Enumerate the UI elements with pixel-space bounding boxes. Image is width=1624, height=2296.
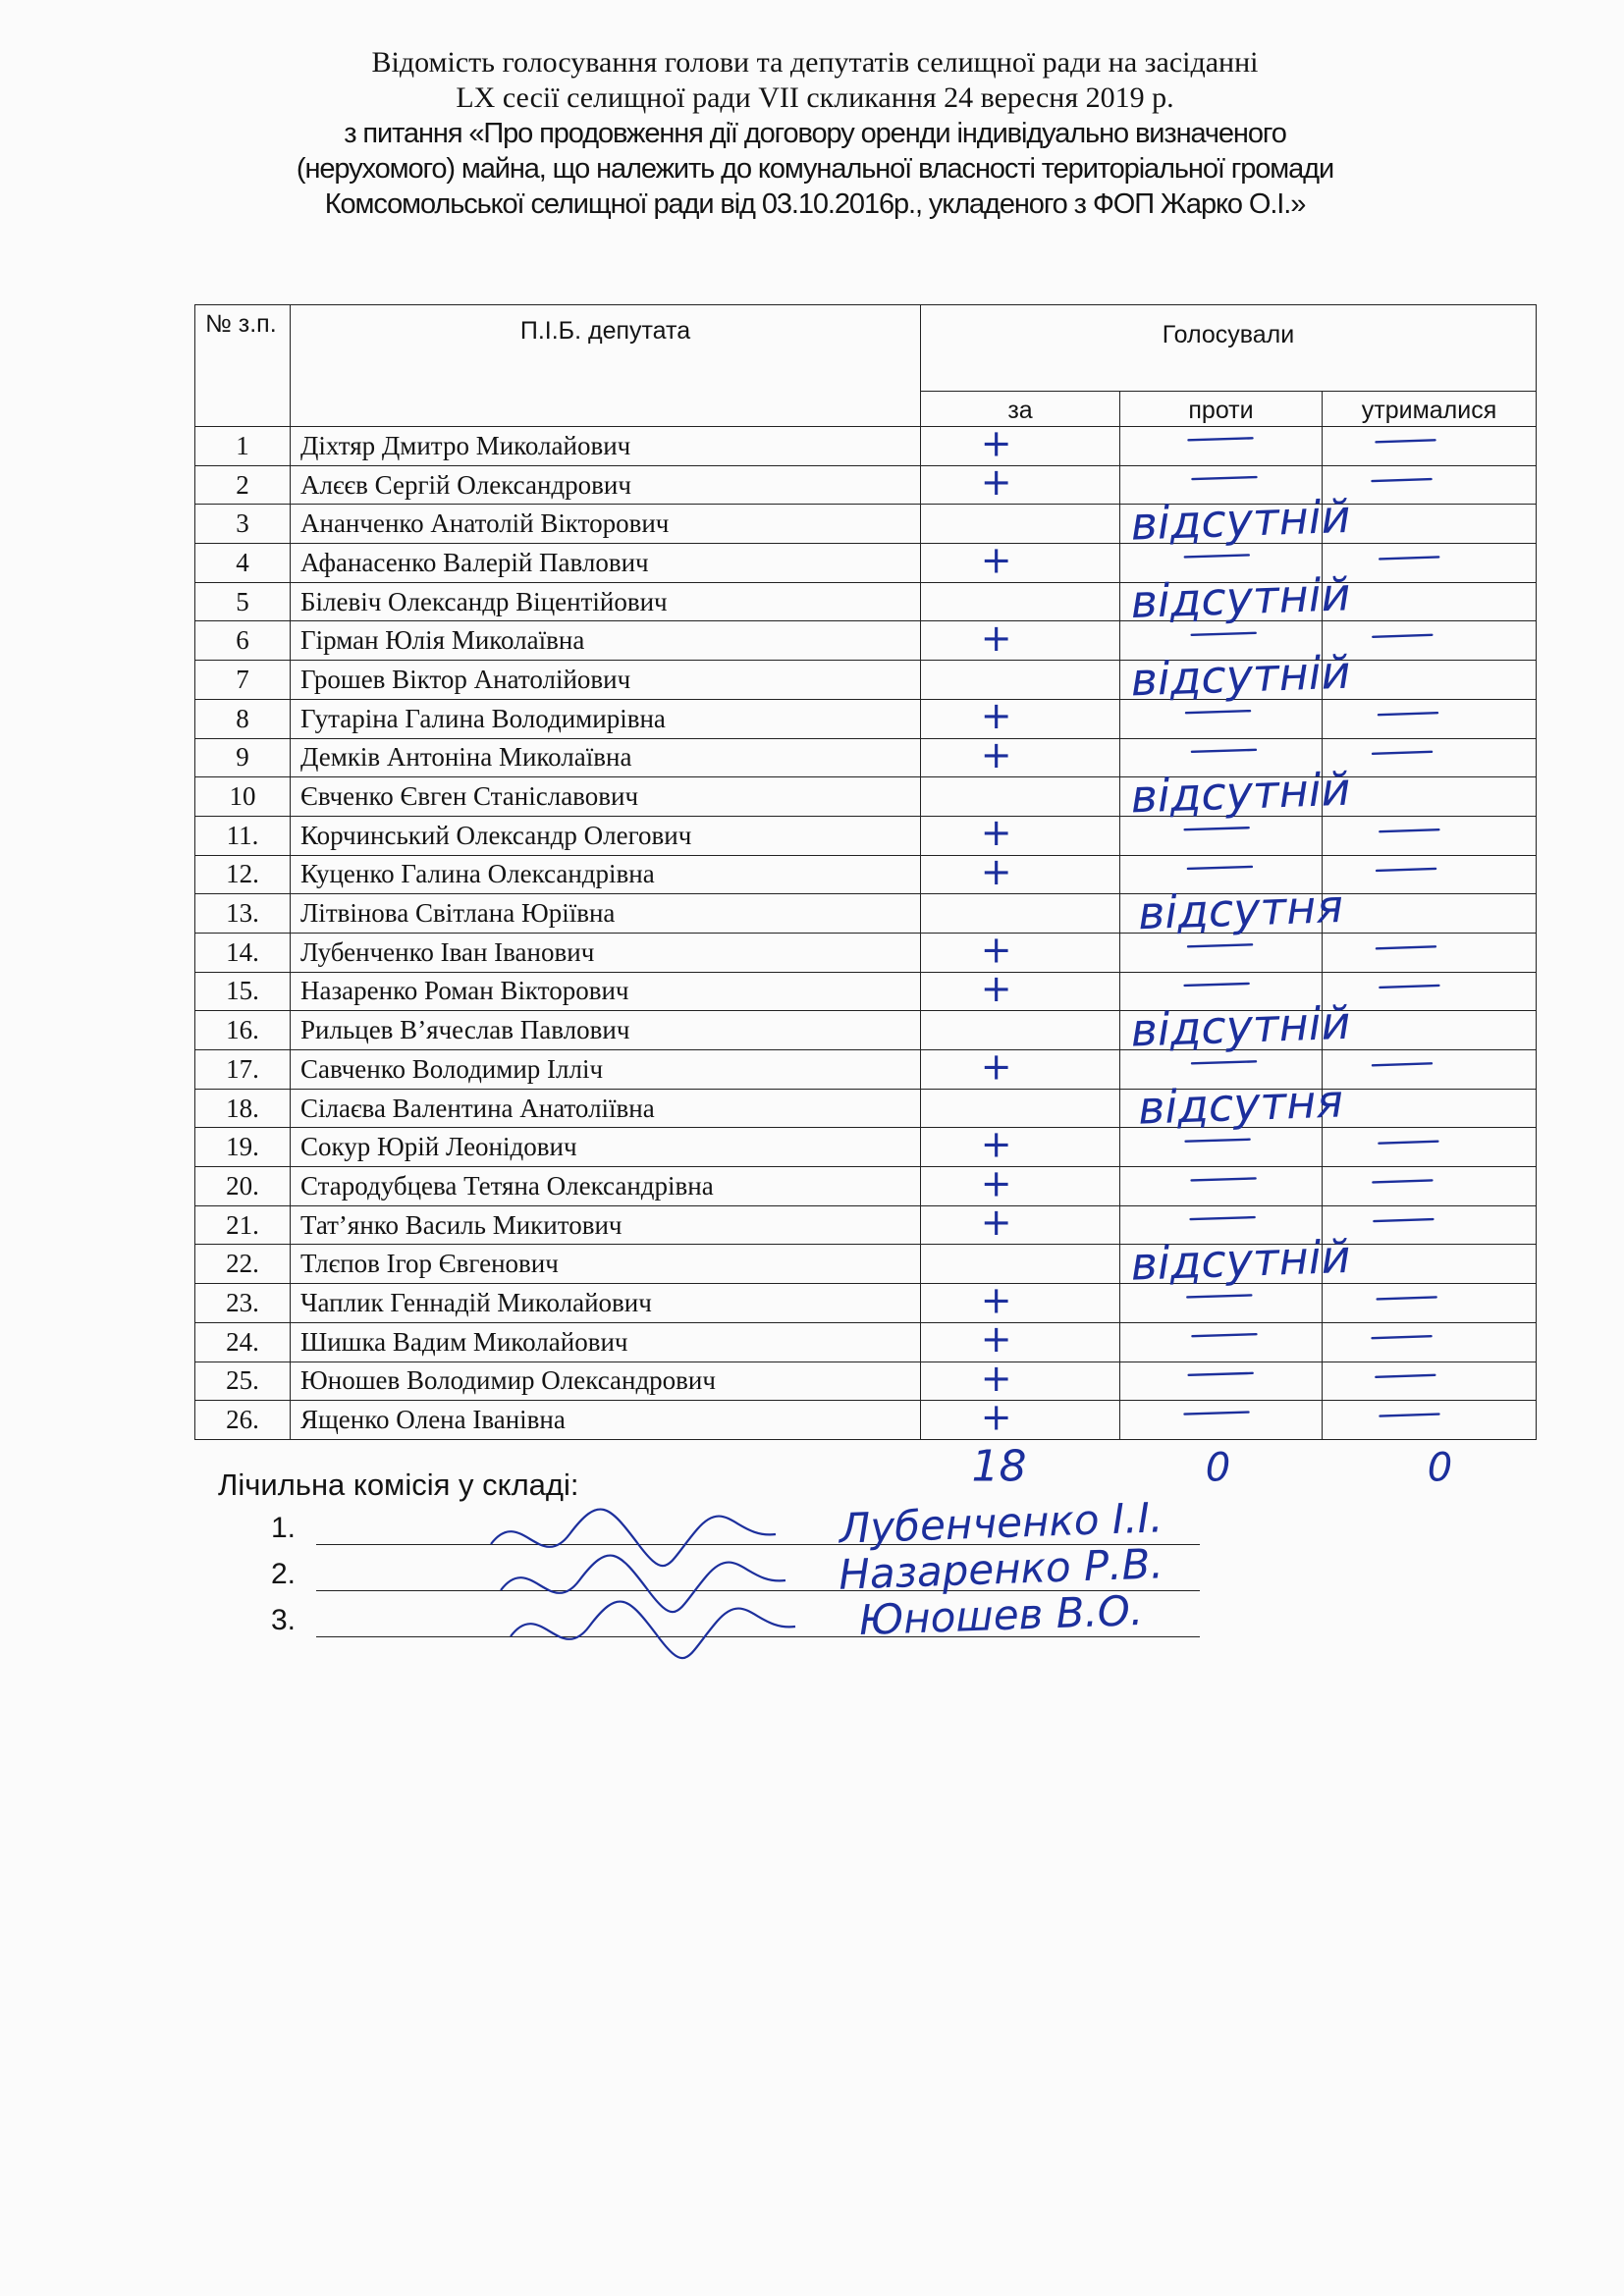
deputy-name: Савченко Володимир Ілліч [291, 1050, 921, 1090]
title-line-5: Комсомольської селищної ради від 03.10.2016р., укладеного з ФОП Жарко О.І.» [324, 188, 1306, 220]
row-number: 11. [195, 816, 291, 855]
against-dash-mark [1188, 944, 1252, 946]
abstain-dash-mark [1380, 1415, 1438, 1416]
row-number: 1 [195, 427, 291, 466]
abstain-dash-mark [1373, 1180, 1432, 1182]
deputy-name: Лубенченко Іван Іванович [291, 933, 921, 972]
vote-plus-mark: + [980, 615, 1012, 660]
title-line-4: (нерухомого) майна, що належить до комунальної власності територіальної громади [296, 153, 1334, 185]
deputy-name: Демків Антоніна Миколаївна [291, 738, 921, 777]
row-number: 17. [195, 1050, 291, 1090]
abstain-dash-mark [1379, 713, 1437, 715]
against-dash-mark [1187, 1295, 1251, 1297]
against-dash-mark [1186, 711, 1250, 713]
row-number: 15. [195, 972, 291, 1011]
commission-title: Лічильна комісія у складі: [218, 1468, 579, 1502]
abstain-dash-mark [1377, 869, 1435, 871]
absent-note: відсутній [1129, 489, 1352, 551]
row-number: 23. [195, 1284, 291, 1323]
header-number: № з.п. [195, 305, 291, 427]
row-number: 8 [195, 699, 291, 738]
against-dash-mark [1185, 1413, 1249, 1415]
row-number: 13. [195, 894, 291, 934]
header-against: проти [1120, 392, 1323, 427]
header-voted: Голосували [921, 305, 1537, 392]
row-number: 4 [195, 544, 291, 583]
against-dash-mark [1188, 867, 1252, 869]
deputy-name: Стародубцева Тетяна Олександрівна [291, 1167, 921, 1206]
deputy-name: Діхтяр Дмитро Миколайович [291, 427, 921, 466]
vote-plus-mark: + [980, 694, 1012, 738]
vote-plus-mark: + [980, 1395, 1012, 1439]
abstain-dash-mark [1373, 1336, 1432, 1338]
title-line-1: Відомість голосування голови та депутатів селищної ради на засіданні [371, 46, 1259, 79]
row-number: 26. [195, 1401, 291, 1440]
row-number: 21. [195, 1205, 291, 1245]
abstain-dash-mark [1380, 557, 1438, 559]
vote-plus-mark: + [980, 811, 1012, 855]
against-dash-mark [1191, 1217, 1255, 1219]
total-abstain: 0 [1427, 1445, 1453, 1491]
deputy-name: Білевіч Олександр Віцентійович [291, 582, 921, 621]
vote-plus-mark: + [980, 538, 1012, 582]
deputy-name: Тлєпов Ігор Євгенович [291, 1245, 921, 1284]
deputy-name: Гірман Юлія Миколаївна [291, 621, 921, 661]
row-number: 2 [195, 465, 291, 505]
deputy-name: Ананченко Анатолій Вікторович [291, 505, 921, 544]
row-number: 16. [195, 1011, 291, 1050]
header-for: за [921, 392, 1120, 427]
commission-item-2: 2. [271, 1558, 297, 1590]
absent-note: відсутній [1129, 645, 1352, 707]
row-number: 12. [195, 855, 291, 894]
row-number: 24. [195, 1322, 291, 1362]
against-dash-mark [1185, 984, 1249, 986]
abstain-dash-mark [1373, 1063, 1432, 1065]
row-number: 9 [195, 738, 291, 777]
abstain-dash-mark [1373, 479, 1432, 481]
commission-item-1: 1. [271, 1512, 297, 1544]
abstain-dash-mark [1373, 752, 1432, 754]
deputy-name: Куценко Галина Олександрівна [291, 855, 921, 894]
deputy-name: Тат’янко Василь Микитович [291, 1205, 921, 1245]
abstain-dash-mark [1374, 1219, 1433, 1221]
against-dash-mark [1192, 1334, 1256, 1336]
deputy-name: Ященко Олена Іванівна [291, 1401, 921, 1440]
total-against: 0 [1205, 1445, 1231, 1491]
abstain-dash-mark [1376, 1375, 1435, 1377]
against-dash-mark [1189, 438, 1253, 440]
vote-plus-mark: + [980, 1201, 1012, 1245]
deputy-name: Афанасенко Валерій Павлович [291, 544, 921, 583]
abstain-dash-mark [1373, 635, 1432, 637]
deputy-name: Літвінова Світлана Юріївна [291, 894, 921, 934]
abstain-dash-mark [1377, 946, 1435, 948]
deputy-name: Грошев Віктор Анатолійович [291, 661, 921, 700]
absent-note: відсутній [1129, 995, 1352, 1057]
deputy-name: Гутаріна Галина Володимирівна [291, 699, 921, 738]
header-name: П.І.Б. депутата [291, 305, 921, 427]
deputy-name: Корчинський Олександр Олегович [291, 816, 921, 855]
against-dash-mark [1192, 633, 1256, 635]
against-dash-mark [1192, 477, 1256, 479]
abstain-dash-mark [1377, 440, 1435, 442]
against-dash-mark [1185, 555, 1249, 557]
total-for: 18 [971, 1441, 1027, 1492]
vote-plus-mark: + [980, 421, 1012, 465]
header-abstain: утрималися [1323, 392, 1537, 427]
vote-plus-mark: + [980, 1317, 1012, 1362]
row-number: 7 [195, 661, 291, 700]
against-dash-mark [1185, 828, 1249, 829]
deputy-name: Алєєв Сергій Олександрович [291, 465, 921, 505]
vote-plus-mark: + [980, 1044, 1012, 1089]
vote-plus-mark: + [980, 1161, 1012, 1205]
row-number: 14. [195, 933, 291, 972]
vote-plus-mark: + [980, 1278, 1012, 1322]
vote-plus-mark: + [980, 1356, 1012, 1400]
absent-note: відсутня [1137, 1074, 1344, 1135]
signer-name: Лубенченко І.І. [838, 1493, 1164, 1553]
vote-plus-mark: + [980, 849, 1012, 893]
abstain-dash-mark [1380, 829, 1438, 831]
deputy-name: Шишка Вадим Миколайович [291, 1322, 921, 1362]
deputy-name: Юношев Володимир Олександрович [291, 1362, 921, 1401]
row-number: 19. [195, 1128, 291, 1167]
row-number: 10 [195, 777, 291, 817]
against-dash-mark [1192, 1061, 1256, 1063]
row-number: 25. [195, 1362, 291, 1401]
signer-name: Назаренко Р.В. [838, 1539, 1164, 1599]
absent-note: відсутній [1129, 762, 1352, 824]
title-line-2: LX сесії селищної ради VII скликання 24 вересня 2019 р. [456, 81, 1174, 114]
abstain-dash-mark [1378, 1297, 1436, 1299]
row-number: 18. [195, 1089, 291, 1128]
vote-plus-mark: + [980, 966, 1012, 1010]
signer-name: Юношев В.О. [858, 1585, 1144, 1645]
abstain-dash-mark [1380, 986, 1438, 988]
signature-scribble [501, 1556, 785, 1613]
against-dash-mark [1192, 1178, 1256, 1180]
vote-plus-mark: + [980, 1122, 1012, 1166]
deputy-name: Рильцев В’ячеслав Павлович [291, 1011, 921, 1050]
row-number: 5 [195, 582, 291, 621]
row-number: 20. [195, 1167, 291, 1206]
deputy-name: Чаплик Геннадій Миколайович [291, 1284, 921, 1323]
signature-scribble [511, 1602, 795, 1659]
absent-note: відсутня [1137, 879, 1344, 940]
against-dash-mark [1192, 750, 1256, 752]
commission-item-3: 3. [271, 1604, 297, 1636]
abstain-dash-mark [1379, 1142, 1437, 1144]
row-number: 22. [195, 1245, 291, 1284]
vote-plus-mark: + [980, 928, 1012, 972]
signature-scribble [491, 1510, 776, 1567]
absent-note: відсутній [1129, 567, 1352, 628]
vote-plus-mark: + [980, 732, 1012, 776]
deputy-name: Назаренко Роман Вікторович [291, 972, 921, 1011]
deputy-name: Сілаєва Валентина Анатоліївна [291, 1089, 921, 1128]
absent-note: відсутній [1129, 1229, 1352, 1291]
row-number: 6 [195, 621, 291, 661]
row-number: 3 [195, 505, 291, 544]
title-line-3: з питання «Про продовження дії договору оренди індивідуально визначеного [344, 118, 1286, 149]
deputy-name: Євченко Євген Станіславович [291, 777, 921, 817]
deputy-name: Сокур Юрій Леонідович [291, 1128, 921, 1167]
against-dash-mark [1189, 1373, 1253, 1375]
vote-plus-mark: + [980, 460, 1012, 505]
against-dash-mark [1186, 1140, 1250, 1142]
